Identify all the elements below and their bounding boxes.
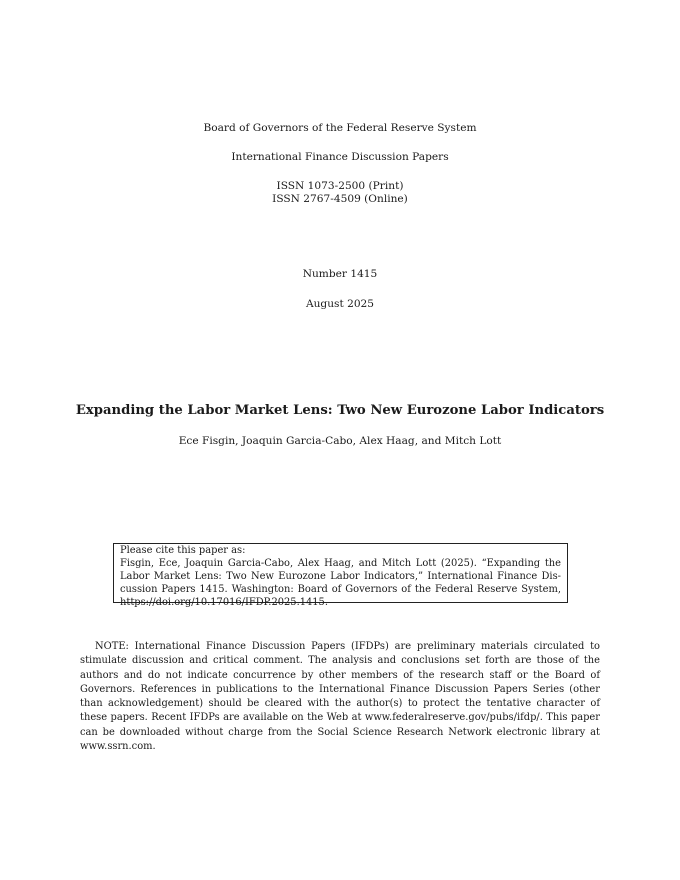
paper-authors: Ece Fisgin, Joaquin Garcia-Cabo, Alex Haag, and Mitch Lott	[178, 435, 502, 447]
disclaimer-note: NOTE: International Finance Discussion Papers (IFDPs) are preliminary materials circulated to stimulate discussion and critical comment. The analysis and conclusions set forth are those of the authors and do not indicate concurrence by other members of the research staff or the Board of Governors. References in publications to the International Finance Discussion Papers Series (other than acknowledgement) should be cleared with the author(s) to protect the tentative character of these papers. Recent IFDPs are available on the Web at www.federalreserve.gov/pubs/ifdp/. This paper can be downloaded without charge from the Social Science Research Network electronic library at www.ssrn.com.	[80, 641, 600, 753]
issn-online: ISSN 2767-4509 (Online)	[272, 193, 408, 205]
paper-title: Expanding the Labor Market Lens: Two New Eurozone Labor Indicators	[75, 403, 605, 418]
paper-date: August 2025	[305, 298, 375, 310]
issn-print: ISSN 1073-2500 (Print)	[276, 180, 404, 192]
citation-text: Fisgin, Ece, Joaquin Garcia-Cabo, Alex Haag, and Mitch Lott (2025). “Expanding the Labor Market Lens: Two New Eurozone Labor Indicators,” International Finance Discussion Papers 1415. Washington: Board of Governors of the Federal Reserve System, https://doi.org/10.17016/IFDP.2025.1415.	[120, 558, 561, 608]
paper-number: Number 1415	[302, 268, 378, 280]
series-name: International Finance Discussion Papers	[231, 151, 449, 163]
citation-heading: Please cite this paper as:	[120, 545, 246, 556]
citation-box	[113, 543, 568, 608]
institution-name: Board of Governors of the Federal Reserve System	[203, 122, 477, 134]
